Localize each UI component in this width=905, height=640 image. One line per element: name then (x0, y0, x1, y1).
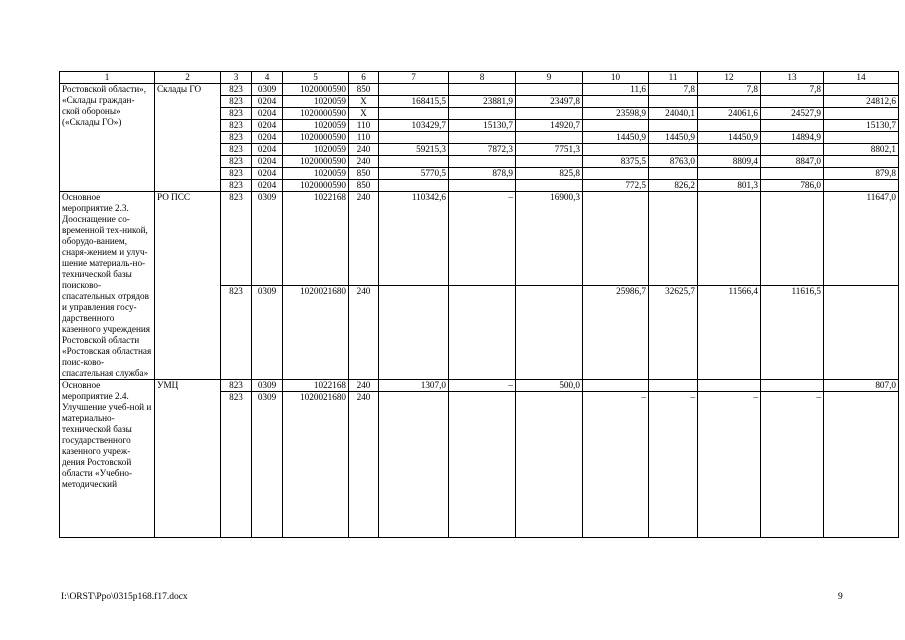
table-cell (698, 120, 761, 132)
table-cell: 823 (221, 392, 252, 538)
table-cell: 240 (349, 286, 379, 380)
table-cell: 8809,4 (698, 156, 761, 168)
table-cell: X (349, 108, 379, 120)
table-cell: 14894,9 (761, 132, 824, 144)
header-cell: 4 (252, 72, 283, 84)
table-cell: 823 (221, 380, 252, 392)
table-cell: 23881,9 (449, 96, 516, 108)
header-cell: 12 (698, 72, 761, 84)
table-cell: 823 (221, 286, 252, 380)
table-cell: 823 (221, 96, 252, 108)
header-row (60, 72, 899, 84)
table-cell: 1022168 (283, 192, 349, 286)
table-cell: 823 (221, 132, 252, 144)
table-cell: 240 (349, 144, 379, 156)
table-cell (583, 168, 649, 180)
table-cell (449, 84, 516, 96)
table-cell: 0204 (252, 180, 283, 192)
table-cell: 826,2 (649, 180, 698, 192)
table-cell: – (449, 192, 516, 286)
header-cell: 1 (60, 72, 155, 84)
measure-name: Основное мероприятие 2.3. Дооснащение со-временной тех-никой, оборудо-ванием, снаря-жением и улуч-шение материаль-но-технической базы поисково-спасательных отрядов и управления госу-дарственного казенного учреждения Ростовской области «Ростовская областная поис-ково-спасательная служба» (60, 192, 155, 380)
table-cell: 1020021680 (283, 392, 349, 538)
table-cell: 23497,8 (516, 96, 583, 108)
table-cell (649, 96, 698, 108)
table-cell: 0204 (252, 120, 283, 132)
table-cell: 110 (349, 132, 379, 144)
table-cell: X (349, 96, 379, 108)
table-cell: 24061,6 (698, 108, 761, 120)
table-cell: 7,8 (698, 84, 761, 96)
table-cell: 879,8 (824, 168, 899, 180)
table-cell: 823 (221, 156, 252, 168)
table-cell: 0204 (252, 144, 283, 156)
table-cell: 15130,7 (824, 120, 899, 132)
table-cell (649, 380, 698, 392)
table-row (60, 192, 899, 286)
table-cell: – (698, 392, 761, 538)
table-cell: 110 (349, 120, 379, 132)
table-cell: 878,9 (449, 168, 516, 180)
table-cell: 1020059 (283, 120, 349, 132)
table-cell: 14450,9 (583, 132, 649, 144)
header-cell: 6 (349, 72, 379, 84)
table-cell: 0204 (252, 132, 283, 144)
table-cell: 240 (349, 380, 379, 392)
table-cell: – (761, 392, 824, 538)
table-cell: – (649, 392, 698, 538)
table-cell (698, 144, 761, 156)
table-cell: 850 (349, 180, 379, 192)
table-cell: 772,5 (583, 180, 649, 192)
table-cell: 110342,6 (379, 192, 449, 286)
header-cell: 3 (221, 72, 252, 84)
table-cell (824, 286, 899, 380)
table-cell (449, 132, 516, 144)
table-cell: 0204 (252, 108, 283, 120)
table-cell (698, 168, 761, 180)
table-cell: 1020000590 (283, 180, 349, 192)
table-cell (379, 180, 449, 192)
table-cell: 823 (221, 168, 252, 180)
header-cell: 8 (449, 72, 516, 84)
table-cell (516, 286, 583, 380)
table-cell (379, 392, 449, 538)
table-cell (449, 156, 516, 168)
table-cell: 0204 (252, 168, 283, 180)
table-cell: – (449, 380, 516, 392)
table-cell: 0309 (252, 380, 283, 392)
table-cell: 32625,7 (649, 286, 698, 380)
table-cell: 1307,0 (379, 380, 449, 392)
table-cell: 7,8 (649, 84, 698, 96)
table-cell (761, 380, 824, 392)
table-cell (583, 380, 649, 392)
budget-table (59, 71, 899, 538)
table-cell: 24812,6 (824, 96, 899, 108)
table-cell (583, 96, 649, 108)
table-cell: 1020021680 (283, 286, 349, 380)
measure-name: Ростовской области», «Склады граждан-ской обороны» («Склады ГО») (60, 84, 155, 192)
table-cell (516, 392, 583, 538)
table-cell (698, 380, 761, 392)
table-cell (824, 392, 899, 538)
table-cell (761, 168, 824, 180)
header-cell: 13 (761, 72, 824, 84)
table-cell (649, 144, 698, 156)
table-cell (379, 108, 449, 120)
table-cell: 0204 (252, 96, 283, 108)
table-cell: 1020059 (283, 144, 349, 156)
measure-name: Основное мероприятие 2.4. Улучшение учеб-ной и материально-технической базы государственного казенного учреж-дения Ростовской области «Учебно-методический (60, 380, 155, 538)
page-number: 9 (838, 592, 843, 602)
table-cell: 8802,1 (824, 144, 899, 156)
table-cell (649, 192, 698, 286)
table-cell: 823 (221, 144, 252, 156)
table-cell (649, 168, 698, 180)
table-cell: 8375,5 (583, 156, 649, 168)
table-cell (761, 144, 824, 156)
table-cell (379, 156, 449, 168)
table-cell: 16900,3 (516, 192, 583, 286)
table-cell: 1020000590 (283, 132, 349, 144)
table-cell: 0309 (252, 192, 283, 286)
table-cell: 0309 (252, 84, 283, 96)
table-cell: 23598,9 (583, 108, 649, 120)
table-cell: 1020059 (283, 96, 349, 108)
table-row (60, 84, 899, 96)
table-cell: 825,8 (516, 168, 583, 180)
table-cell: 11616,5 (761, 286, 824, 380)
table-cell (698, 96, 761, 108)
executor-name: РО ПСС (155, 192, 221, 380)
table-cell: 0309 (252, 392, 283, 538)
table-cell: 14450,9 (698, 132, 761, 144)
table-cell: 0309 (252, 286, 283, 380)
table-cell (449, 286, 516, 380)
table-cell: 15130,7 (449, 120, 516, 132)
table-cell: 823 (221, 84, 252, 96)
table-cell (824, 132, 899, 144)
table-cell: 0204 (252, 156, 283, 168)
table-body (60, 72, 899, 538)
table-cell: 11566,4 (698, 286, 761, 380)
table-cell (824, 156, 899, 168)
table-cell: 103429,7 (379, 120, 449, 132)
file-path: I:\ORST\Ppo\0315p168.f17.docx (61, 592, 188, 602)
table-cell: 240 (349, 392, 379, 538)
table-cell: 7,8 (761, 84, 824, 96)
table-cell (824, 180, 899, 192)
table-cell: 14920,7 (516, 120, 583, 132)
table-cell (449, 392, 516, 538)
table-cell (379, 132, 449, 144)
table-cell: 807,0 (824, 380, 899, 392)
table-cell (583, 120, 649, 132)
header-cell: 9 (516, 72, 583, 84)
header-cell: 2 (155, 72, 221, 84)
table-cell (824, 84, 899, 96)
table-cell (379, 84, 449, 96)
table-cell: 168415,5 (379, 96, 449, 108)
header-cell: 5 (283, 72, 349, 84)
executor-name: Склады ГО (155, 84, 221, 192)
table-cell: 1020000590 (283, 84, 349, 96)
table-cell: 1022168 (283, 380, 349, 392)
table-cell: 240 (349, 192, 379, 286)
table-cell: 801,3 (698, 180, 761, 192)
table-cell: 850 (349, 84, 379, 96)
table-cell: 8847,0 (761, 156, 824, 168)
table-cell (761, 96, 824, 108)
table-cell: 823 (221, 180, 252, 192)
table-cell (449, 108, 516, 120)
table-cell: 7872,3 (449, 144, 516, 156)
table-cell (516, 132, 583, 144)
table-cell: 25986,7 (583, 286, 649, 380)
header-cell: 10 (583, 72, 649, 84)
table-cell (583, 192, 649, 286)
table-cell (516, 180, 583, 192)
table-cell: 240 (349, 156, 379, 168)
table-cell (698, 192, 761, 286)
table-cell: 850 (349, 168, 379, 180)
table-cell: – (583, 392, 649, 538)
table-cell (516, 84, 583, 96)
table-cell (516, 156, 583, 168)
table-cell (379, 286, 449, 380)
table-cell: 500,0 (516, 380, 583, 392)
table-cell: 1020000590 (283, 156, 349, 168)
table-cell: 823 (221, 192, 252, 286)
table-cell: 24527,9 (761, 108, 824, 120)
table-cell: 5770,5 (379, 168, 449, 180)
table-cell: 14450,9 (649, 132, 698, 144)
table-cell: 8763,0 (649, 156, 698, 168)
table-cell: 786,0 (761, 180, 824, 192)
table-cell: 11647,0 (824, 192, 899, 286)
table-cell (583, 144, 649, 156)
header-cell: 11 (649, 72, 698, 84)
table-cell (761, 120, 824, 132)
table-cell: 11,6 (583, 84, 649, 96)
header-cell: 14 (824, 72, 899, 84)
header-cell: 7 (379, 72, 449, 84)
table-cell: 1020059 (283, 168, 349, 180)
table-cell: 24040,1 (649, 108, 698, 120)
table-cell (449, 180, 516, 192)
table-cell: 1020000590 (283, 108, 349, 120)
table-cell (516, 108, 583, 120)
table-cell (761, 192, 824, 286)
executor-name: УМЦ (155, 380, 221, 538)
table-cell: 823 (221, 108, 252, 120)
table-cell (824, 108, 899, 120)
table-row (60, 380, 899, 392)
table-cell (649, 120, 698, 132)
table-cell: 59215,3 (379, 144, 449, 156)
table-cell: 7751,3 (516, 144, 583, 156)
table-cell: 823 (221, 120, 252, 132)
